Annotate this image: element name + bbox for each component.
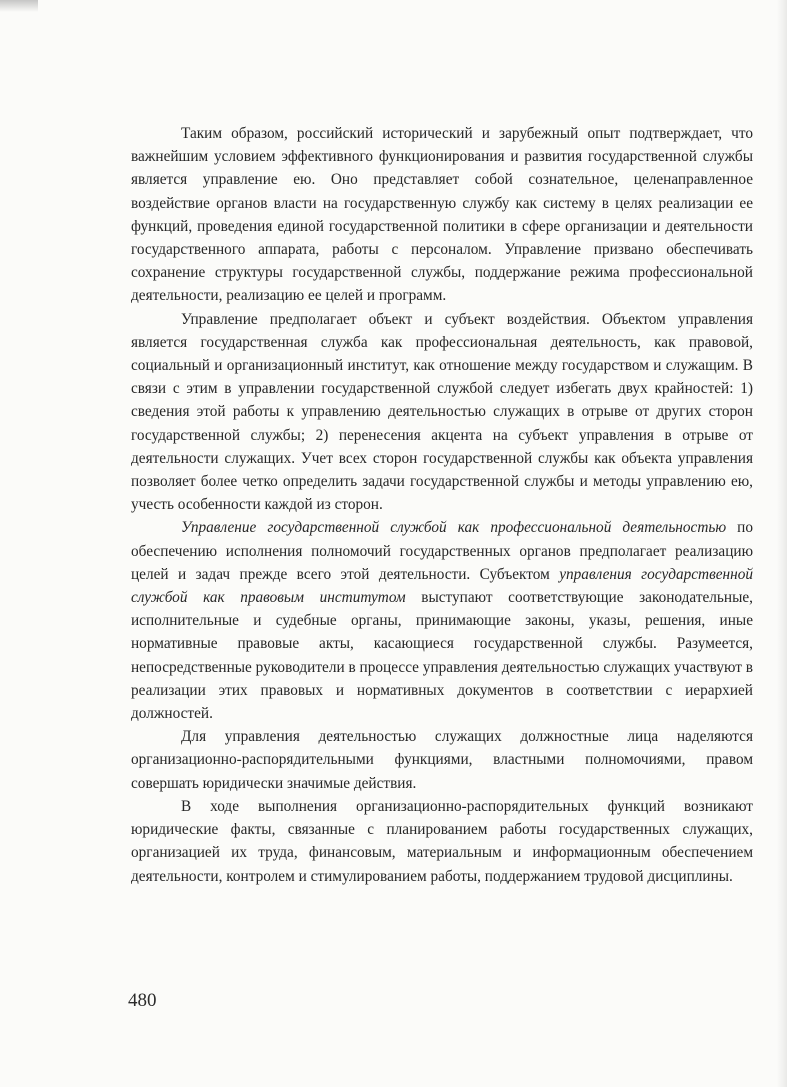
- paragraph-text: по обеспечению исполнения полномочий государственных органов предполагает реализацию целей и задач прежде всего этой деятельности. Субъектом: [131, 519, 753, 583]
- paragraph-3: [131, 516, 753, 725]
- paragraph-2: [131, 308, 753, 517]
- paragraph-text: Для управления деятельностью служащих должностные лица наделяются организационно-распорядительными функциями, властными полномочиями, правом совершать юридически значимые действия.: [131, 728, 753, 792]
- paragraph-text: В ходе выполнения организационно-распорядительных функций возникают юридические факты, связанные с планированием работы государственных служащих, организацией их труда, финансовым, материальным и информационным обеспечением деятельности, контролем и стимулированием работы, поддержанием трудовой дисциплины.: [131, 797, 753, 885]
- body-text: [131, 122, 753, 888]
- paragraph-1: [131, 122, 753, 308]
- paragraph-text: Таким образом, российский исторический и зарубежный опыт подтверждает, что важнейшим условием эффективного функционирования и развития государственной службы является управление ею. Оно представляет собой сознательное, целенаправленное воздействие органов власти на государственную службу как систему в целях реализации ее функций, проведения единой государственной политики в сфере организации и деятельности государственного аппарата, работы с персоналом. Управление призвано обеспечивать сохранение структуры государственной службы, поддержание режима профессиональной деятельности, реализацию ее целей и программ.: [131, 125, 753, 305]
- paragraph-text: Управление предполагает объект и субъект воздействия. Объектом управления является государственная служба как профессиональная деятельность, как правовой, социальный и организационный институт, как отношение между государством и служащим. В связи с этим в управлении государственной службой следует избегать двух крайностей: 1) сведения этой работы к управлению деятельностью служащих в отрыве от других сторон государственной службы; 2) перенесения акцента на субъект управления в отрыве от деятельности служащих. Учет всех сторон государственной службы как объекта управления позволяет более четко определить задачи государственной службы и методы управлению ею, учесть особенности каждой из сторон.: [131, 310, 753, 514]
- scan-corner-artifact: [0, 0, 38, 12]
- page-number: 480: [128, 990, 157, 1011]
- paragraph-4: [131, 725, 753, 795]
- paragraph-5: [131, 795, 753, 888]
- italic-term: управления государственной службой как правовым институтом: [131, 565, 754, 607]
- italic-term: Управление государственной службой как профессиональной деятельностью: [181, 519, 727, 537]
- paragraph-text: выступают соответствующие законодательные, исполнительные и судебные органы, принимающие законы, указы, решения, иные нормативные правовые акты, касающиеся государственной службы. Разумеется, непосредственные руководители в процессе управления деятельностью служащих участвуют в реализации этих правовых и нормативных документов в соответствии с иерархией должностей.: [131, 589, 753, 723]
